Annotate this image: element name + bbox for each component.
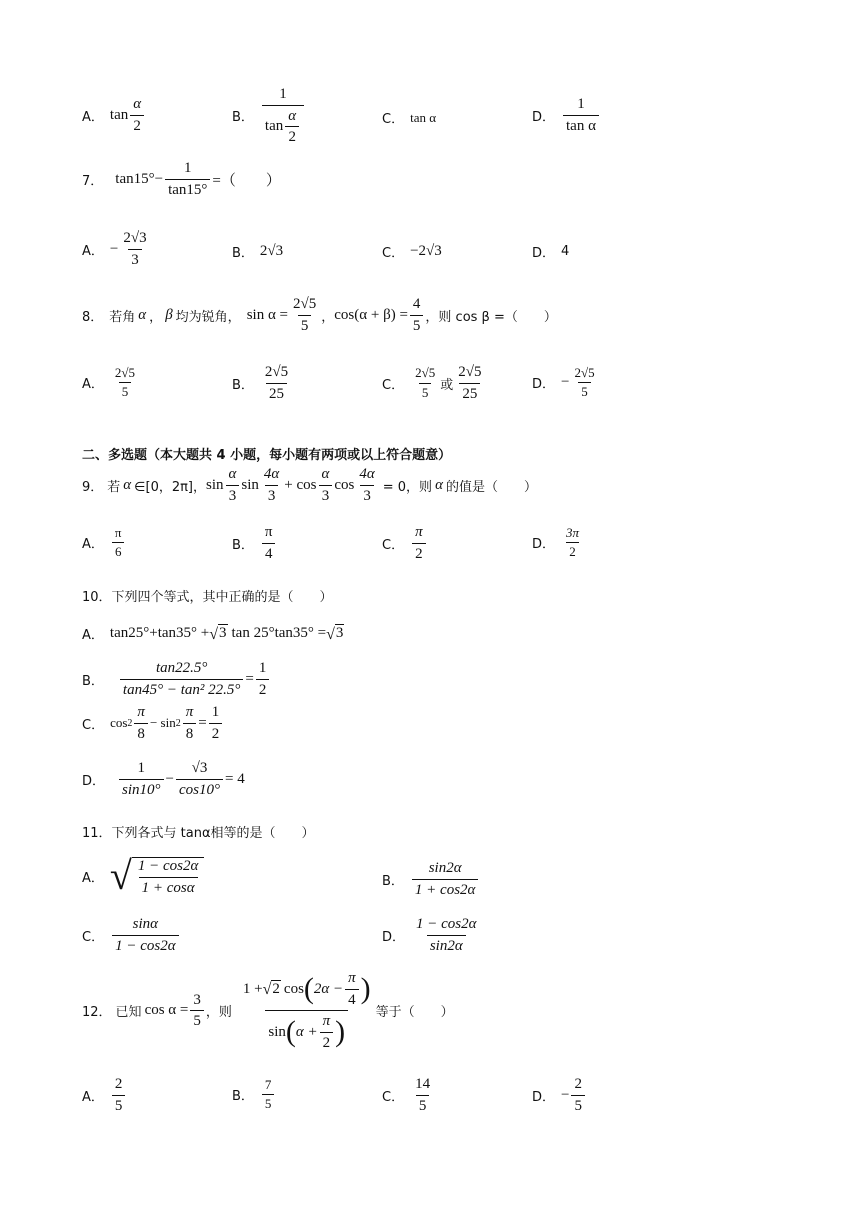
q7-option-c: C． −2√3 <box>382 243 442 261</box>
question-8: 8． 若角 α ， β 均为锐角， sin α = $\frac{2√5}{5}$ ， cos(α + β) = $\frac{4}{5}$ ，则 cos β =（ ） <box>82 296 557 334</box>
q11-option-a: A． √ $\frac{1 - \cos 2\alpha}{1 + \cos\alpha}$ <box>82 856 204 896</box>
q6-option-a: A． tan $\frac{\alpha}{2}$ <box>82 96 146 134</box>
q11-option-b: B． $\frac{\sin 2\alpha}{1 + \cos 2\alpha}$ <box>382 860 480 898</box>
question-10: 10． 下列四个等式，其中正确的是（ ） <box>82 590 333 605</box>
q6-option-b: B． 1 tan $\frac{\alpha}{2}$ <box>232 86 306 146</box>
question-7: 7． tan15°− $\frac{1}{\tan 15^\circ}$ =（ ） <box>82 160 281 198</box>
q7-option-b: B． 2√3 <box>232 243 284 261</box>
q12-option-d: D． − $\frac{2}{5}$ <box>532 1076 587 1114</box>
q9-option-c: C． $\frac{\pi}{2}$ <box>382 524 428 562</box>
q10-option-c: C． cos 2 $\frac{\pi}{8}$ − sin 2 $\frac{\pi}{8}$ = $\frac{1}{2}$ <box>82 704 224 742</box>
question-9: 9． 若 α ∈[0，2π]， sin $\frac{\alpha}{3}$ sin $\frac{4\alpha}{3}$ + cos $\frac{\alpha}{3}$ cos $\frac{4\alpha}{3}$ = 0，则 α 的值是（ ） <box>82 466 537 504</box>
question-12: 12． 已知 cos α = $\frac{3}{5}$ ，则 1 + √ 2 cos ( 2α − $\frac{\pi}{4}$ ) sin ( α + $\frac{\pi}{2}$ ) 等于（ ） <box>82 970 454 1051</box>
q10-option-a: A． tan25°+tan35° + √ 3 tan 25°tan35° = √ 3 <box>82 625 344 643</box>
q8-option-b: B． $\frac{2√5}{25}$ <box>232 364 289 402</box>
q9-option-a: A． $\frac{\pi}{6}$ <box>82 526 126 560</box>
q7-option-a: A． − $\frac{2√3}{3}$ <box>82 230 147 268</box>
q10-option-b: B． $\frac{\tan 22.5^\circ}{\text{tan45° − tan² 22.5°}}$ = $\frac{1}{2}$ <box>82 660 271 698</box>
q12-option-c: C． $\frac{14}{5}$ <box>382 1076 431 1114</box>
q11-option-c: C． $\frac{\sin\alpha}{1 - \cos 2\alpha}$ <box>82 916 181 954</box>
q9-option-d: D． $\frac{3\pi}{2}$ <box>532 525 580 560</box>
q8-option-c: C． $\frac{2√5}{5}$ 或 $\frac{2√5}{25}$ <box>382 364 482 402</box>
q8-option-d: D． − $\frac{2√5}{5}$ <box>532 365 595 400</box>
q9-option-b: B． $\frac{\pi}{4}$ <box>232 524 278 562</box>
q12-option-b: B． $\frac{7}{5}$ <box>232 1078 276 1112</box>
section-heading: 二、多选题（本大题共 4 小题，每小题有两项或以上符合题意） <box>82 448 452 463</box>
q10-option-d: D． $\frac{1}{\sin 10^\circ}$ − $\frac{√3}{\cos 10^\circ}$ = 4 <box>82 760 245 798</box>
q8-option-a: A． $\frac{2√5}{5}$ <box>82 365 136 400</box>
question-11: 11． 下列各式与 tanα相等的是（ ） <box>82 826 315 841</box>
q12-option-a: A． $\frac{2}{5}$ <box>82 1076 127 1114</box>
q6-option-d: D． $\frac{1}{\text{tan α}}$ <box>532 96 601 134</box>
q6-option-c: C． tan α <box>382 109 437 127</box>
q7-option-d: D． 4 <box>532 244 570 261</box>
q11-option-d: D． $\frac{1 - \cos 2\alpha}{\sin 2\alpha}$ <box>382 916 477 954</box>
